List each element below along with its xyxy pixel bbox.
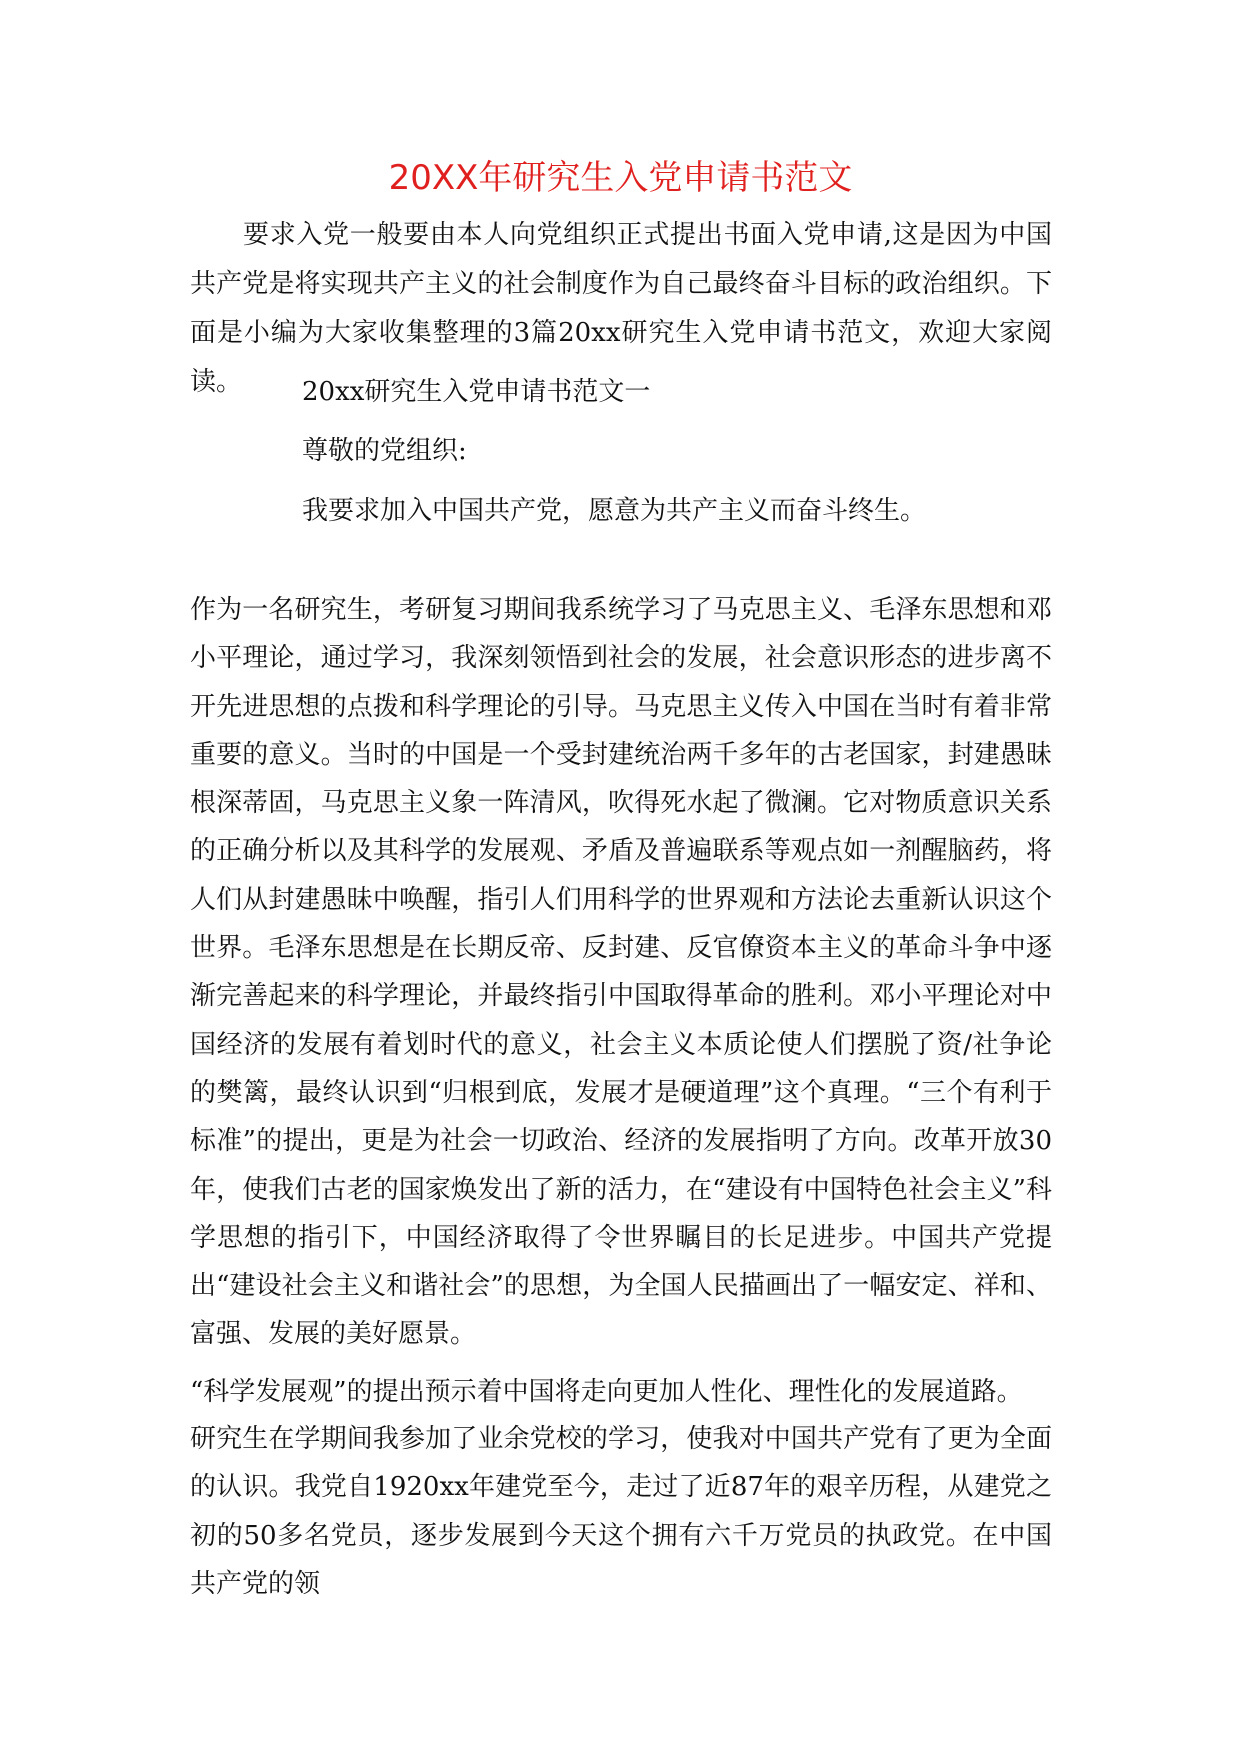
document-title: 20XX年研究生入党申请书范文 <box>388 158 853 198</box>
body-paragraph-1: 作为一名研究生，考研复习期间我系统学习了马克思主义、毛泽东思想和邓小平理论，通过学习，我深刻领悟到社会的发展，社会意识形态的进步离不开先进思想的点拨和科学理论的引导。马克思主义传入中国在当时有着非常重要的意义。当时的中国是一个受封建统治两千多年的古老国家，封建愚昧根深蒂固，马克思主义象一阵清风，吹得死水起了微澜。它对物质意识关系的正确分析以及其科学的发展观、矛盾及普遍联系等观点如一剂醒脑药，将人们从封建愚昧中唤醒，指引人们用科学的世界观和方法论去重新认识这个世界。毛泽东思想是在长期反帝、反封建、反官僚资本主义的革命斗争中逐渐完善起来的科学理论，并最终指引中国取得革命的胜利。邓小平理论对中国经济的发展有着划时代的意义，社会主义本质论使人们摆脱了资/社争论的樊篱，最终认识到“归根到底，发展才是硬道理”这个真理。“三个有利于标准”的提出，更是为社会一切政治、经济的发展指明了方向。改革开放30年，使我们古老的国家焕发出了新的活力，在“建设有中国特色社会主义”科学思想的指引下，中国经济取得了令世界瞩目的长足进步。中国共产党提出“建设社会主义和谐社会”的思想，为全国人民描画出了一幅安定、祥和、富强、发展的美好愿景。 <box>190 595 1052 1350</box>
salutation: 尊敬的党组织: <box>302 436 467 466</box>
body-paragraph-2-first-line: “科学发展观”的提出预示着中国将走向更加人性化、理性化的发展道路。 <box>190 1377 1023 1407</box>
pledge-line: 我要求加入中国共产党，愿意为共产主义而奋斗终生。 <box>302 496 927 526</box>
body-paragraph-2: 研究生在学期间我参加了业余党校的学习，使我对中国共产党有了更为全面的认识。我党自1920xx年建党至今，走过了近87年的艰辛历程，从建党之初的50多名党员，逐步发展到今天这个拥有六千万党员的执政党。在中国共产党的领 <box>190 1424 1052 1599</box>
intro-paragraph: 要求入党一般要由本人向党组织正式提出书面入党申请,这是因为中国共产党是将实现共产主义的社会制度作为自己最终奋斗目标的政治组织。下面是小编为大家收集整理的3篇20xx研究生入党申请书范文，欢迎大家阅读。 <box>190 220 1052 397</box>
sample-title: 20xx研究生入党申请书范文一 <box>302 377 651 407</box>
